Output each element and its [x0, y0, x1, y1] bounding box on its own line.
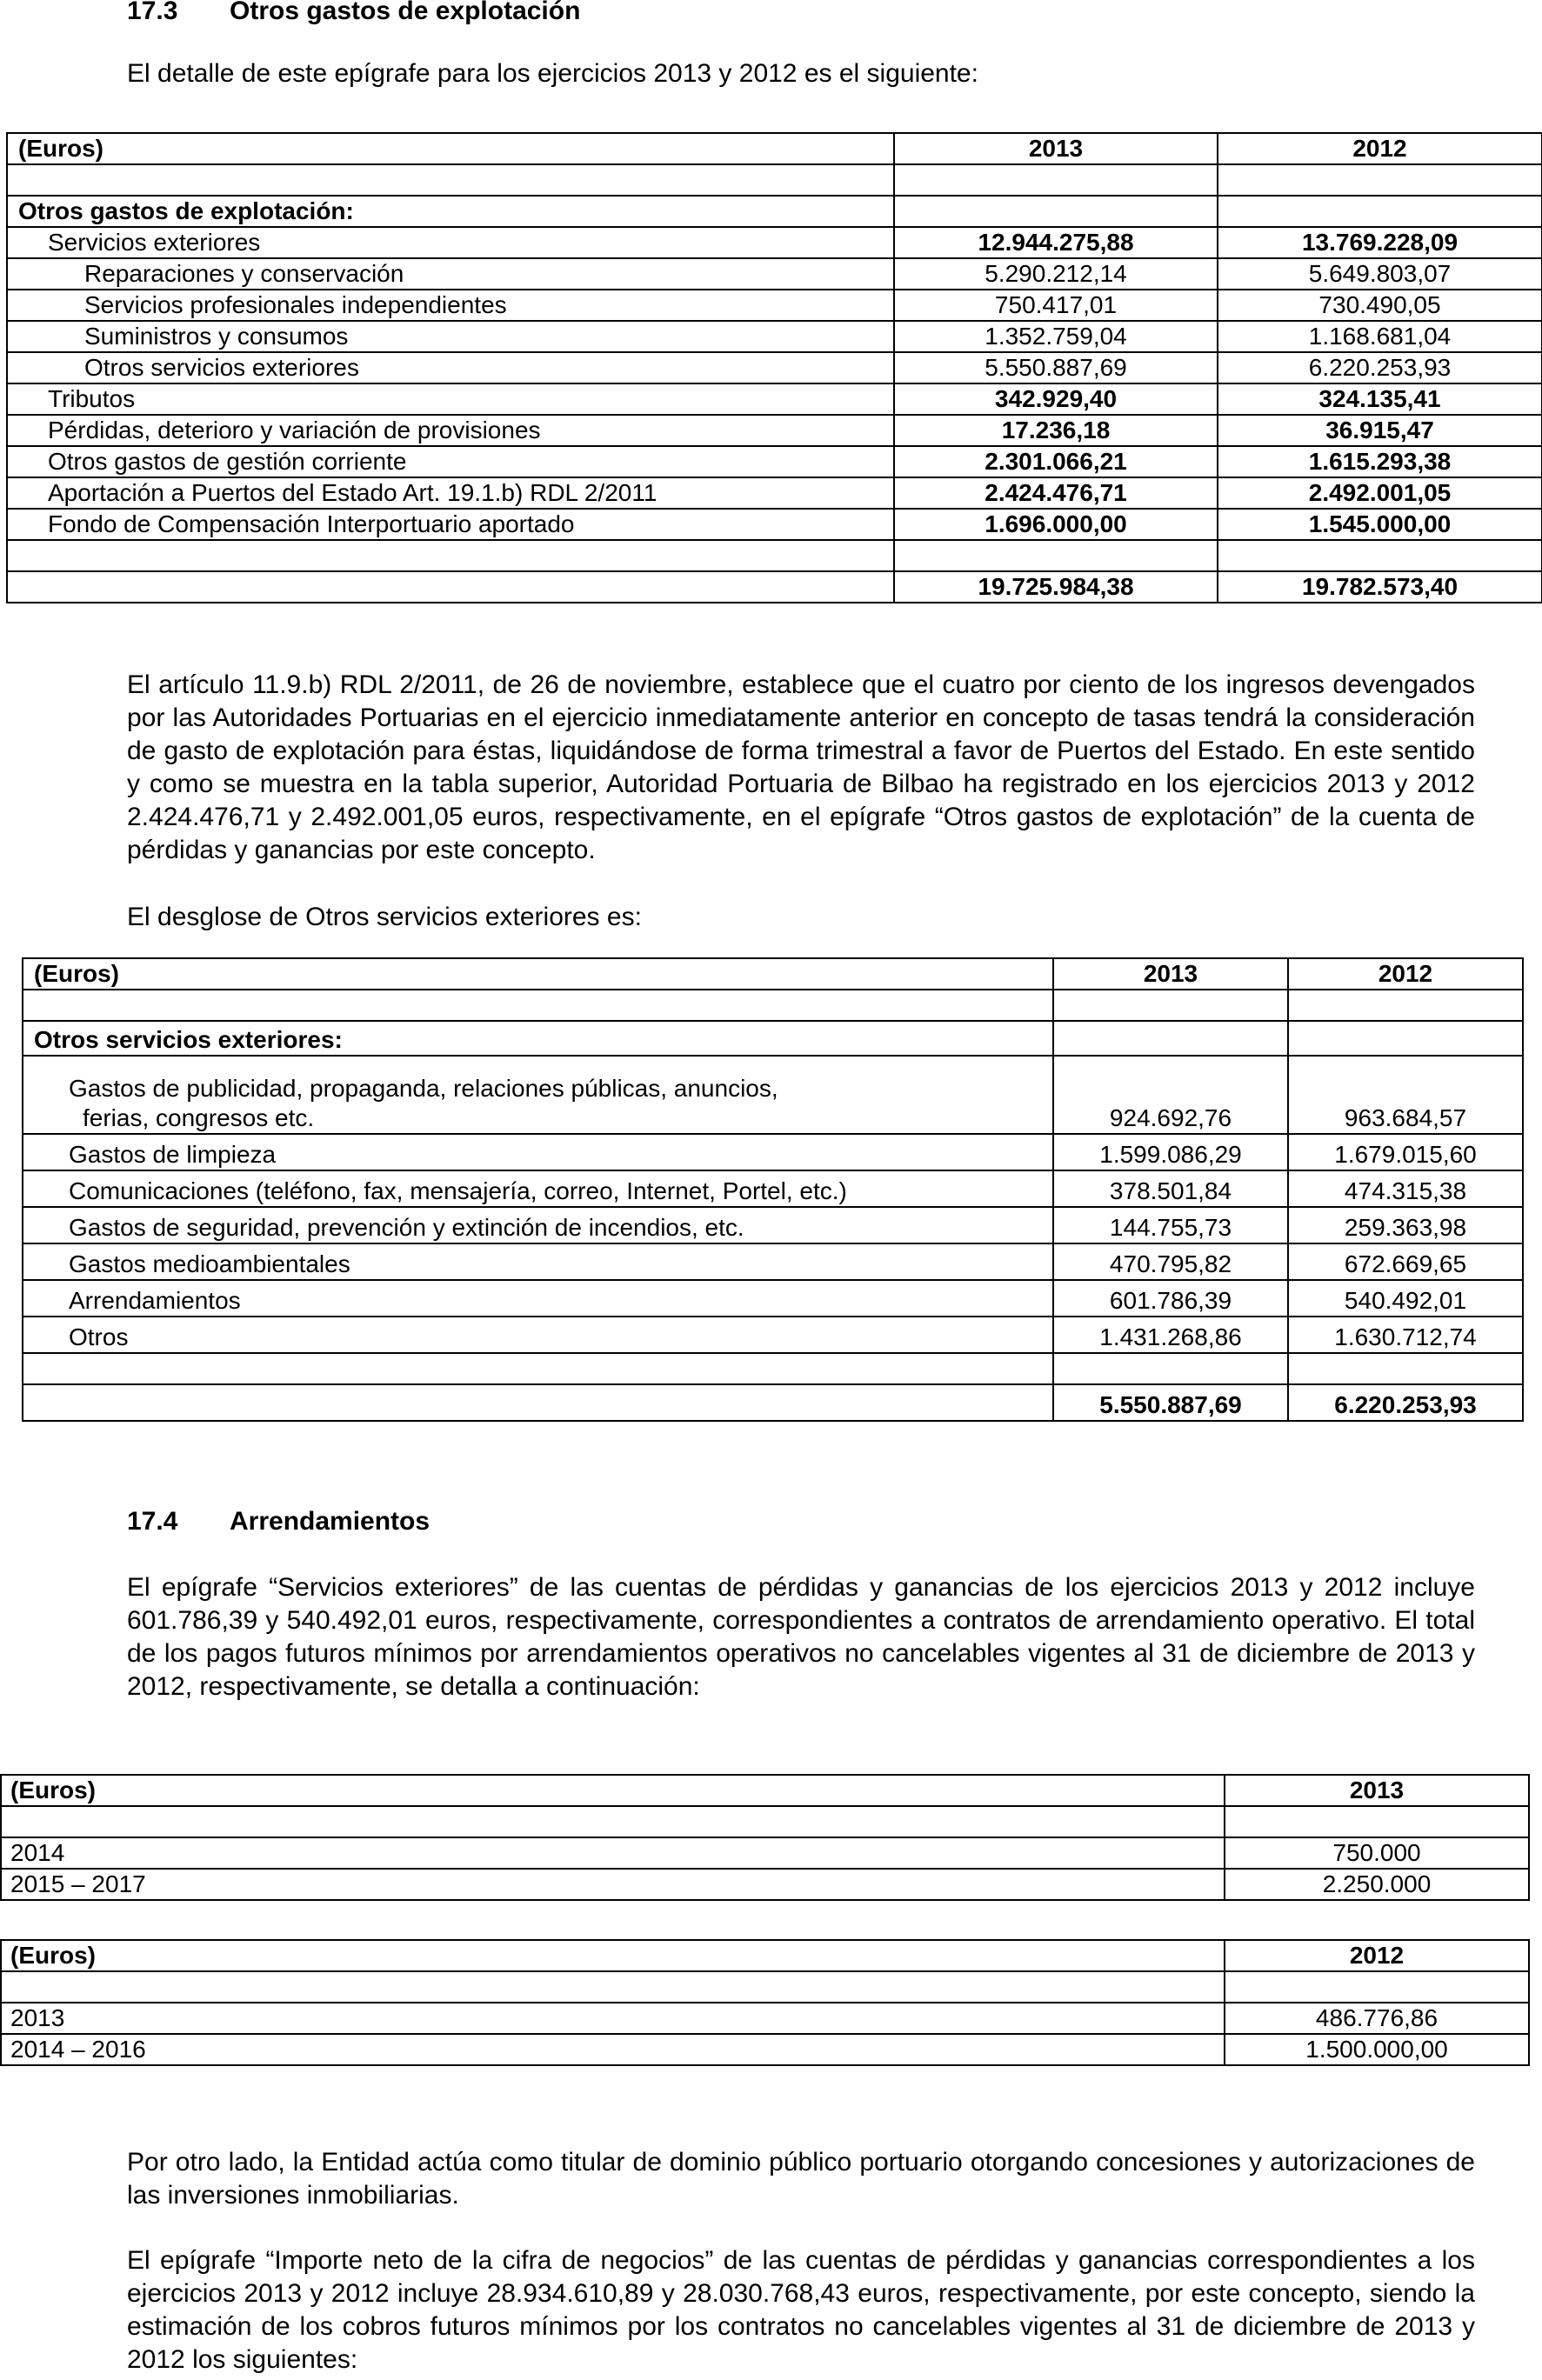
row-label: Suministros y consumos — [7, 321, 894, 352]
value-2013: 470.795,82 — [1053, 1243, 1288, 1280]
value-2012: 13.769.228,09 — [1218, 227, 1542, 258]
empty-row — [7, 164, 1542, 196]
table-row — [1, 2003, 1529, 2034]
paragraph-arrendamientos: El epígrafe “Servicios exteriores” de las cuentas de pérdidas y ganancias de los ejercicios 2013 y 2012 incluye 601.786,39 y 540.492,01 euros, respectivamente, correspondientes a contratos de arrendamiento operativo. El total de los pagos futuros mínimos por arrendamientos operativos no cancelables vigentes al 31 de diciembre de 2013 y 2012, respectivamente, se detalla a continuación: — [127, 1573, 1475, 1701]
table-row — [7, 227, 1542, 258]
total-2013: 5.550.887,69 — [1053, 1384, 1288, 1421]
row-label: Gastos de limpieza — [23, 1134, 1053, 1170]
row-label: 2013 — [1, 2003, 1225, 2034]
header-cell: (Euros) — [23, 958, 1053, 990]
row-label: Gastos medioambientales — [23, 1243, 1053, 1280]
value-2012: 1.630.712,74 — [1288, 1317, 1523, 1353]
value-2013: 1.599.086,29 — [1053, 1134, 1288, 1170]
row-label: 2015 – 2017 — [1, 1869, 1225, 1900]
section-heading-17-4 — [127, 1507, 430, 1537]
header-cell: 2013 — [894, 133, 1218, 164]
row-value: 750.000 — [1225, 1837, 1529, 1869]
row-label-line1: Gastos de publicidad, propaganda, relaciones públicas, anuncios, — [69, 1075, 778, 1102]
header-cell: 2013 — [1053, 958, 1288, 990]
value-2012: 474.315,38 — [1288, 1170, 1523, 1207]
header-cell: (Euros) — [7, 133, 894, 164]
table-header-row — [1, 1775, 1529, 1806]
value-2012: 730.490,05 — [1218, 290, 1542, 321]
value-2012: 259.363,98 — [1288, 1207, 1523, 1243]
value-2013: 601.786,39 — [1053, 1280, 1288, 1317]
value-2012: 36.915,47 — [1218, 415, 1542, 446]
value-2013: 1.696.000,00 — [894, 509, 1218, 540]
row-label: Otros — [23, 1317, 1053, 1353]
total-2012: 19.782.573,40 — [1218, 571, 1542, 603]
table-row — [23, 1317, 1523, 1353]
empty-row — [1, 1806, 1529, 1837]
table-row — [7, 258, 1542, 290]
value-2013: 924.692,76 — [1053, 1056, 1288, 1134]
row-label: Fondo de Compensación Interportuario aportado — [7, 509, 894, 540]
row-label: Tributos — [7, 383, 894, 415]
header-cell: 2012 — [1225, 1940, 1529, 1971]
value-2013: 12.944.275,88 — [894, 227, 1218, 258]
row-label: Servicios exteriores — [7, 227, 894, 258]
row-label: Comunicaciones (teléfono, fax, mensajería, correo, Internet, Portel, etc.) — [23, 1170, 1053, 1207]
table-row — [23, 1134, 1523, 1170]
header-cell: (Euros) — [1, 1775, 1225, 1806]
value-2012: 1.545.000,00 — [1218, 509, 1542, 540]
value-2012: 672.669,65 — [1288, 1243, 1523, 1280]
table-otros-gastos-explotacion — [6, 132, 1542, 603]
section-row — [7, 196, 1542, 227]
total-row — [7, 571, 1542, 603]
value-2012: 1.168.681,04 — [1218, 321, 1542, 352]
table-row — [7, 509, 1542, 540]
value-2013: 5.290.212,14 — [894, 258, 1218, 290]
paragraph-cifra-negocios: El epígrafe “Importe neto de la cifra de negocios” de las cuentas de pérdidas y ganancias correspondientes a los ejercicios 2013 y 2012 incluye 28.934.610,89 y 28.030.768,43 euros, respectivamente, por este concepto, siendo la estimación de los cobros futuros mínimos por los contratos no cancelables vigentes al 31 de diciembre de 2013 y 2012 los siguientes: — [127, 2246, 1475, 2374]
section-label: Otros servicios exteriores: — [23, 1021, 1053, 1056]
row-label: Gastos de seguridad, prevención y extinción de incendios, etc. — [23, 1207, 1053, 1243]
row-label: 2014 – 2016 — [1, 2034, 1225, 2065]
row-label: 2014 — [1, 1837, 1225, 1869]
value-2013: 2.301.066,21 — [894, 446, 1218, 477]
row-label: Arrendamientos — [23, 1280, 1053, 1317]
section-label: Otros gastos de explotación: — [7, 196, 894, 227]
value-2012: 963.684,57 — [1288, 1056, 1523, 1134]
table-header-row — [1, 1940, 1529, 1971]
row-value: 2.250.000 — [1225, 1869, 1529, 1900]
paragraph-articulo: El artículo 11.9.b) RDL 2/2011, de 26 de noviembre, establece que el cuatro por ciento de los ingresos devengados por las Autoridades Portuarias en el ejercicio inmediatamente anterior en concepto de tasas tendrá la consideración de gasto de explotación para éstas, liquidándose de forma trimestral a favor de Puertos del Estado. En este sentido y como se muestra en la tabla superior, Autoridad Portuaria de Bilbao ha registrado en los ejercicios 2013 y 2012 2.424.476,71 y 2.492.001,05 euros, respectivamente, en el epígrafe “Otros gastos de explotación” de la cuenta de pérdidas y ganancias por este concepto. — [127, 670, 1475, 864]
value-2013: 17.236,18 — [894, 415, 1218, 446]
value-2013: 144.755,73 — [1053, 1207, 1288, 1243]
paragraph-concesiones: Por otro lado, la Entidad actúa como titular de dominio público portuario otorgando concesiones y autorizaciones de las inversiones inmobiliarias. — [127, 2148, 1475, 2210]
value-2013: 5.550.887,69 — [894, 352, 1218, 383]
header-cell: 2012 — [1218, 133, 1542, 164]
table-row — [7, 383, 1542, 415]
table-header-row — [7, 133, 1542, 164]
row-label — [23, 1056, 1053, 1134]
header-cell: (Euros) — [1, 1940, 1225, 1971]
row-value: 486.776,86 — [1225, 2003, 1529, 2034]
empty-row — [7, 540, 1542, 571]
value-2012: 6.220.253,93 — [1218, 352, 1542, 383]
section-number: 17.3 — [127, 0, 178, 25]
table-row — [23, 1243, 1523, 1280]
value-2013: 750.417,01 — [894, 290, 1218, 321]
section-row — [23, 1021, 1523, 1056]
value-2012: 324.135,41 — [1218, 383, 1542, 415]
header-cell: 2012 — [1288, 958, 1523, 990]
table-row — [7, 321, 1542, 352]
row-label: Pérdidas, deterioro y variación de provisiones — [7, 415, 894, 446]
table-row — [7, 415, 1542, 446]
empty-row — [1, 1971, 1529, 2003]
table-row — [23, 1056, 1523, 1134]
value-2012: 540.492,01 — [1288, 1280, 1523, 1317]
table-row — [7, 290, 1542, 321]
value-2012: 1.615.293,38 — [1218, 446, 1542, 477]
table-row — [23, 1170, 1523, 1207]
row-label: Otros servicios exteriores — [7, 352, 894, 383]
value-2012: 5.649.803,07 — [1218, 258, 1542, 290]
empty-row — [23, 990, 1523, 1021]
paragraph-desglose: El desglose de Otros servicios exteriores es: — [127, 903, 642, 931]
value-2012: 1.679.015,60 — [1288, 1134, 1523, 1170]
intro-paragraph: El detalle de este epígrafe para los ejercicios 2013 y 2012 es el siguiente: — [127, 59, 978, 88]
row-label-line2: ferias, congresos etc. — [83, 1104, 315, 1131]
section-heading-17-3 — [127, 0, 580, 26]
header-cell: 2013 — [1225, 1775, 1529, 1806]
row-label: Aportación a Puertos del Estado Art. 19.1.b) RDL 2/2011 — [7, 477, 894, 509]
row-label: Otros gastos de gestión corriente — [7, 446, 894, 477]
table-row — [7, 477, 1542, 509]
section-title: Arrendamientos — [230, 1507, 431, 1536]
value-2013: 342.929,40 — [894, 383, 1218, 415]
value-2013: 1.352.759,04 — [894, 321, 1218, 352]
total-row — [23, 1384, 1523, 1421]
table-otros-servicios-exteriores — [22, 957, 1524, 1422]
table-row — [23, 1207, 1523, 1243]
row-label: Reparaciones y conservación — [7, 258, 894, 290]
total-2012: 6.220.253,93 — [1288, 1384, 1523, 1421]
table-header-row — [23, 958, 1523, 990]
value-2012: 2.492.001,05 — [1218, 477, 1542, 509]
section-title: Otros gastos de explotación — [230, 0, 581, 25]
total-2013: 19.725.984,38 — [894, 571, 1218, 603]
table-row — [7, 352, 1542, 383]
table-row — [23, 1280, 1523, 1317]
value-2013: 1.431.268,86 — [1053, 1317, 1288, 1353]
empty-row — [23, 1353, 1523, 1384]
row-value: 1.500.000,00 — [1225, 2034, 1529, 2065]
table-row — [1, 1837, 1529, 1869]
section-number: 17.4 — [127, 1507, 178, 1536]
table-row — [1, 1869, 1529, 1900]
row-label: Servicios profesionales independientes — [7, 290, 894, 321]
table-row — [1, 2034, 1529, 2065]
table-pagos-futuros-2012 — [0, 1939, 1530, 2066]
value-2013: 2.424.476,71 — [894, 477, 1218, 509]
table-row — [7, 446, 1542, 477]
table-pagos-futuros-2013 — [0, 1774, 1530, 1901]
value-2013: 378.501,84 — [1053, 1170, 1288, 1207]
